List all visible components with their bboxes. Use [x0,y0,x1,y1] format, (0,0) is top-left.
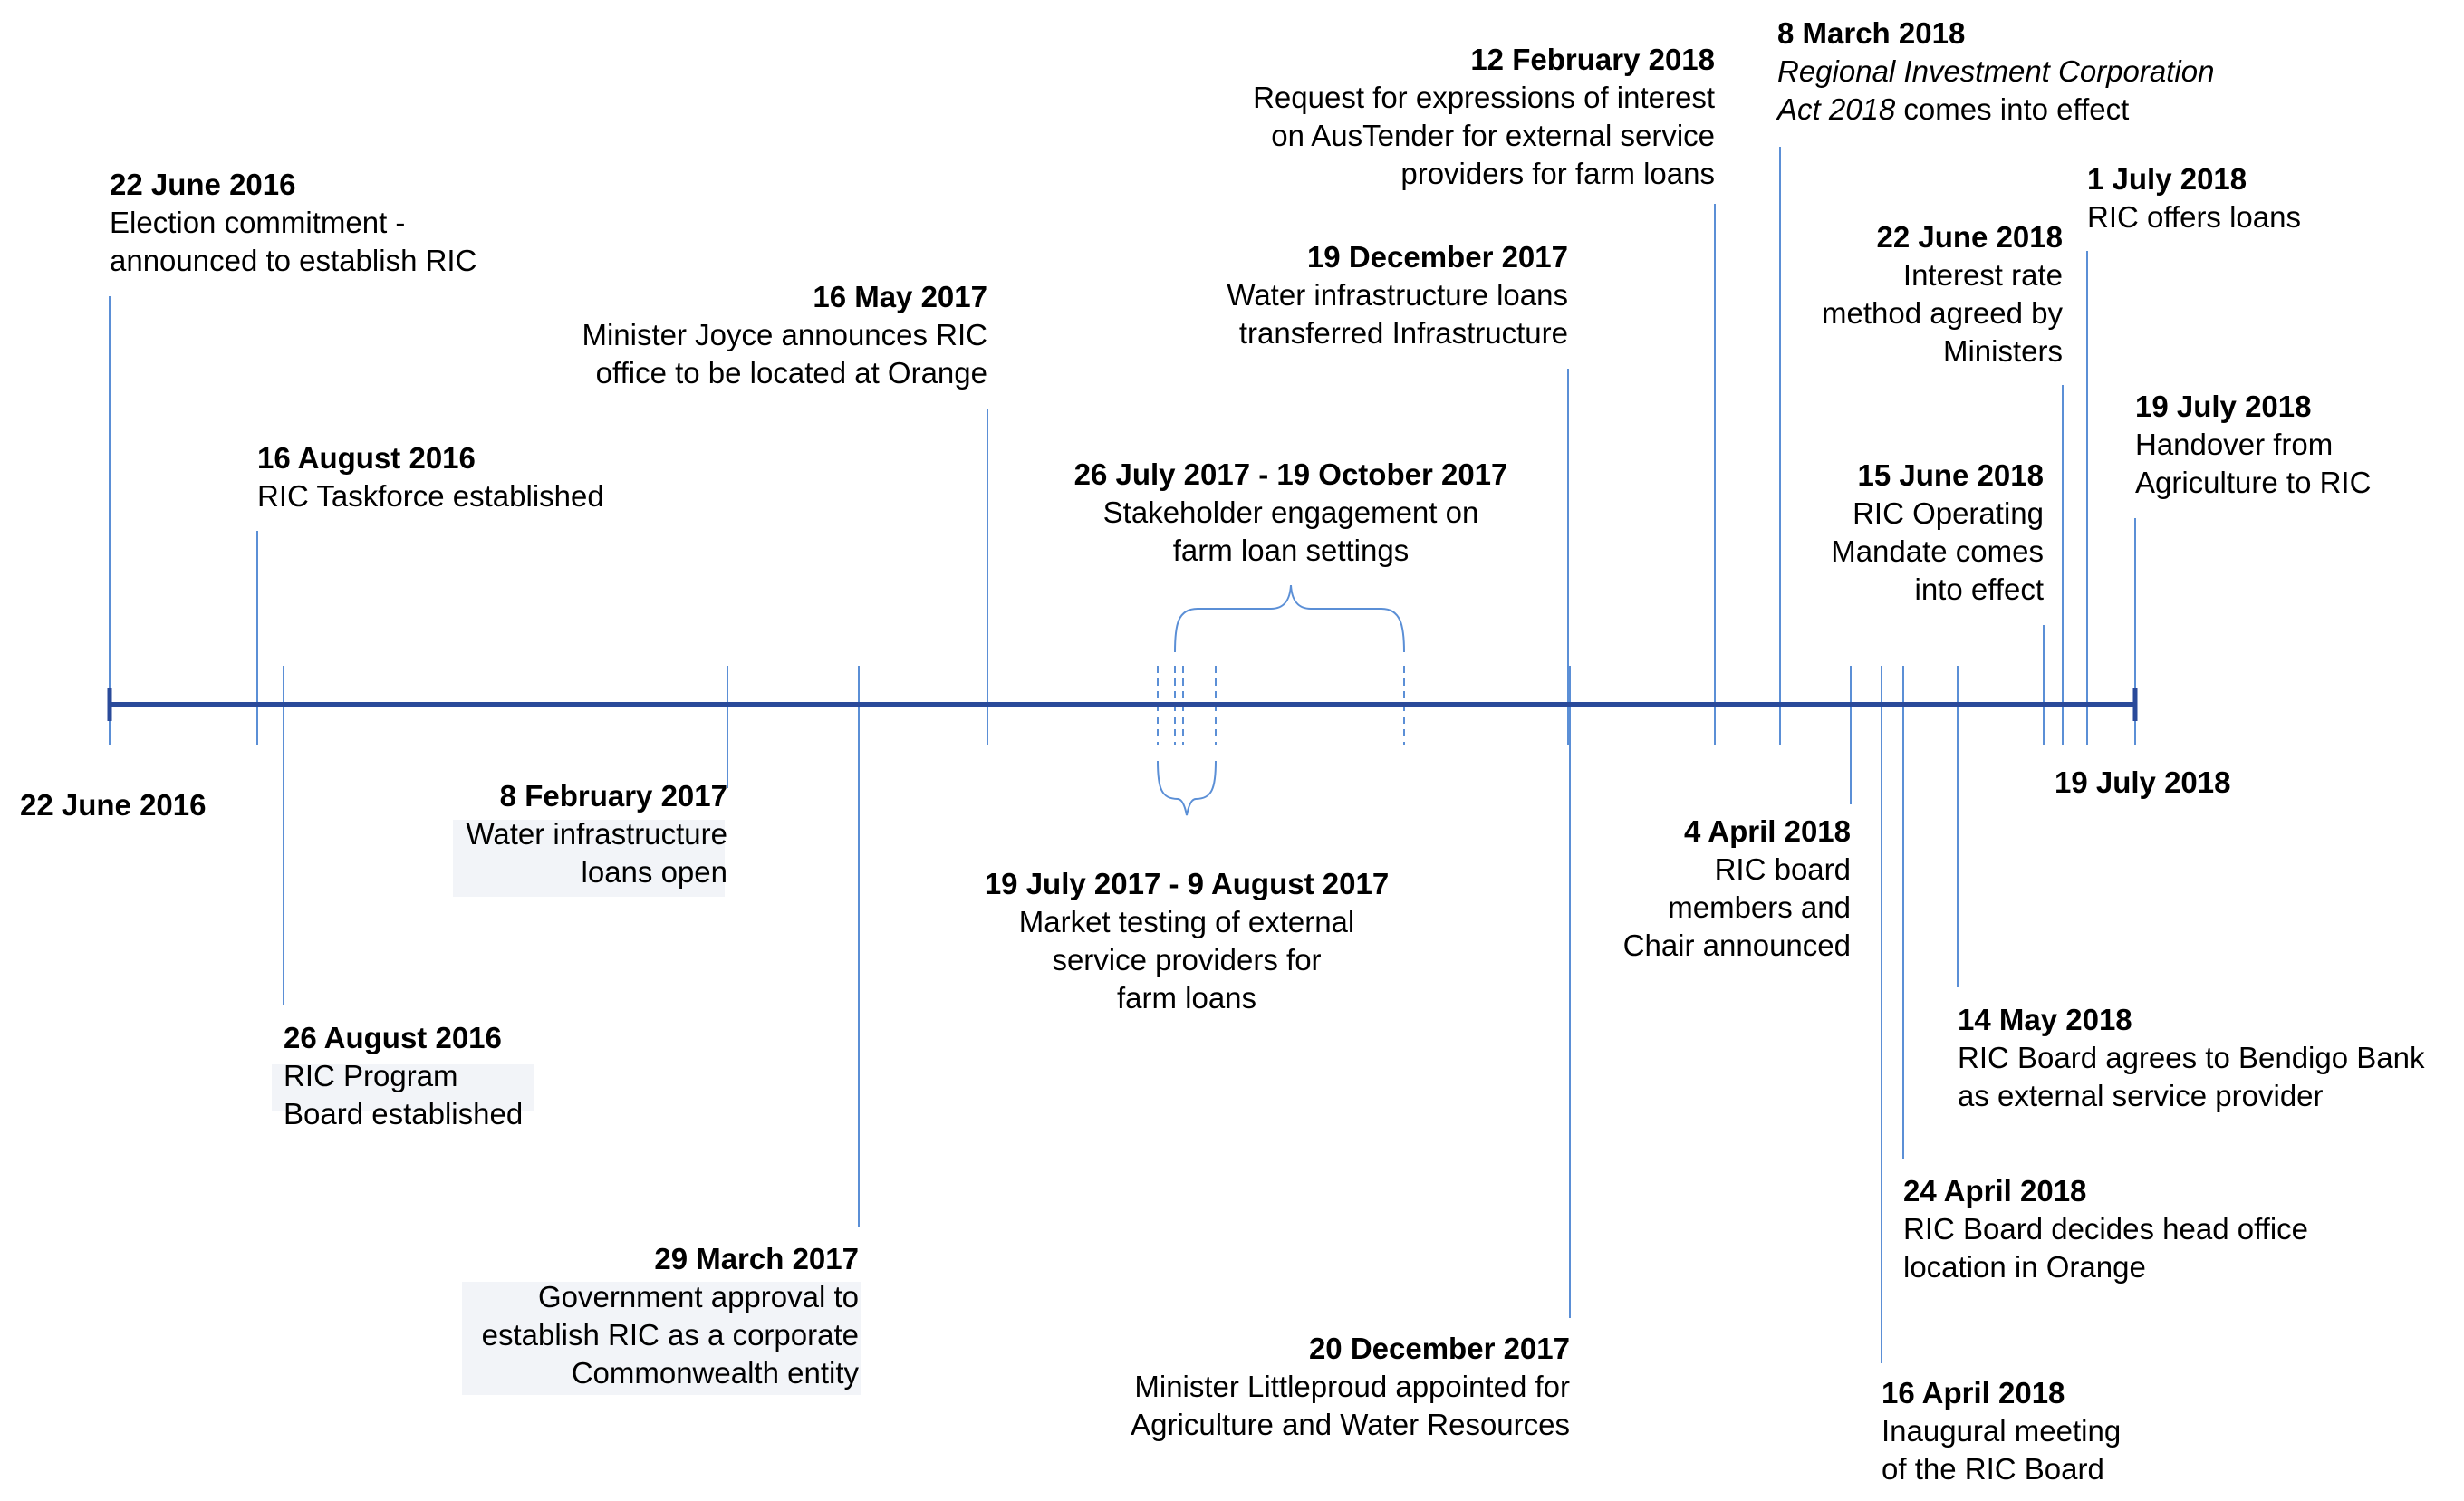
event-date: 12 February 2018 [1470,43,1715,76]
event-date: 1 July 2018 [2087,162,2247,196]
event-text: Government approval to establish RIC as a corporate Commonwealth entity [481,1280,859,1390]
event-text: Water infrastructure loans transferred Infrastructure [1227,278,1568,350]
event-date: 8 March 2018 [1777,16,1966,50]
event-text-line1 [1777,53,2248,91]
event-20dec2017 [1099,1330,1570,1444]
event-date: 22 June 2016 [110,168,296,201]
event-text: Water infrastructure loans open [466,817,727,889]
event-4apr2018 [1380,813,1851,965]
event-22jun2018 [1592,218,2063,370]
event-date: 4 April 2018 [1683,814,1851,848]
event-16may2017 [516,278,987,392]
event-market-testing [951,865,1422,1017]
event-date: 20 December 2017 [1308,1332,1570,1365]
event-text: Minister Littleproud appointed for Agriculture and Water Resources [1131,1370,1570,1441]
event-date: 19 July 2017 - 9 August 2017 [984,867,1390,900]
event-29mar2017 [388,1240,859,1392]
event-text: Handover from Agriculture to RIC [2135,428,2372,499]
event-date: 16 May 2017 [813,280,987,313]
event-8mar2018 [1777,14,2248,129]
event-date: 16 April 2018 [1882,1376,2065,1410]
event-text: RIC Operating Mandate comes into effect [1831,496,2044,606]
event-text: RIC offers loans [2087,200,2301,234]
event-16aug2016 [257,439,728,515]
event-date: 19 July 2018 [2135,390,2312,423]
event-19jul2018 [2135,388,2464,502]
event-text: RIC Board decides head office location in Orange [1903,1212,2308,1284]
event-text: Inaugural meeting of the RIC Board [1882,1414,2122,1486]
event-date: 8 February 2017 [499,779,727,813]
act-rest: comes into effect [1895,92,2130,126]
event-text: RIC Board agrees to Bendigo Bank as external service provider [1958,1041,2425,1112]
event-24apr2018 [1903,1172,2374,1286]
event-date: 19 December 2017 [1306,240,1568,274]
brace-upper [1175,585,1404,652]
event-22jun2016 [110,166,581,280]
event-16apr2018 [1882,1374,2353,1488]
event-text: Stakeholder engagement on farm loan settings [1102,496,1479,567]
event-text: Request for expressions of interest on AusTender for external service providers for farm loans [1253,81,1715,190]
event-8feb2017 [256,777,727,891]
axis-end-label: 19 July 2018 [2055,765,2231,799]
event-text: Minister Joyce announces RIC office to be located at Orange [582,318,987,390]
event-date: 26 August 2016 [284,1021,502,1054]
event-text: Election commitment - announced to establish RIC [110,206,477,277]
event-text: Market testing of external service providers for farm loans [1018,905,1355,1015]
axis-start-label: 22 June 2016 [20,788,207,822]
event-1jul2018 [2087,160,2464,236]
event-12feb2018 [1244,41,1715,193]
event-date: 16 August 2016 [257,441,476,475]
event-date: 14 May 2018 [1958,1003,2132,1036]
event-19dec2017 [1097,238,1568,352]
act-name: Regional Investment Corporation [1777,54,2215,88]
event-date: 29 March 2017 [654,1242,859,1275]
event-15jun2018 [1573,457,2044,609]
event-text: Interest rate method agreed by Ministers [1821,258,2063,368]
event-text: RIC Program Board established [284,1059,524,1131]
event-stakeholder-engagement [1055,456,1526,570]
event-26aug2016 [284,1019,755,1133]
event-date: 22 June 2018 [1876,220,2063,254]
event-date: 15 June 2018 [1857,458,2044,492]
act-year: Act 2018 [1777,92,1896,126]
event-text-line2 [1777,91,2248,129]
brace-lower [1158,761,1216,815]
event-text: RIC board members and Chair announced [1622,852,1851,962]
event-14may2018 [1958,1001,2429,1115]
event-date: 26 July 2017 - 19 October 2017 [1073,457,1508,491]
event-date: 24 April 2018 [1903,1174,2087,1208]
event-text: RIC Taskforce established [257,479,604,513]
